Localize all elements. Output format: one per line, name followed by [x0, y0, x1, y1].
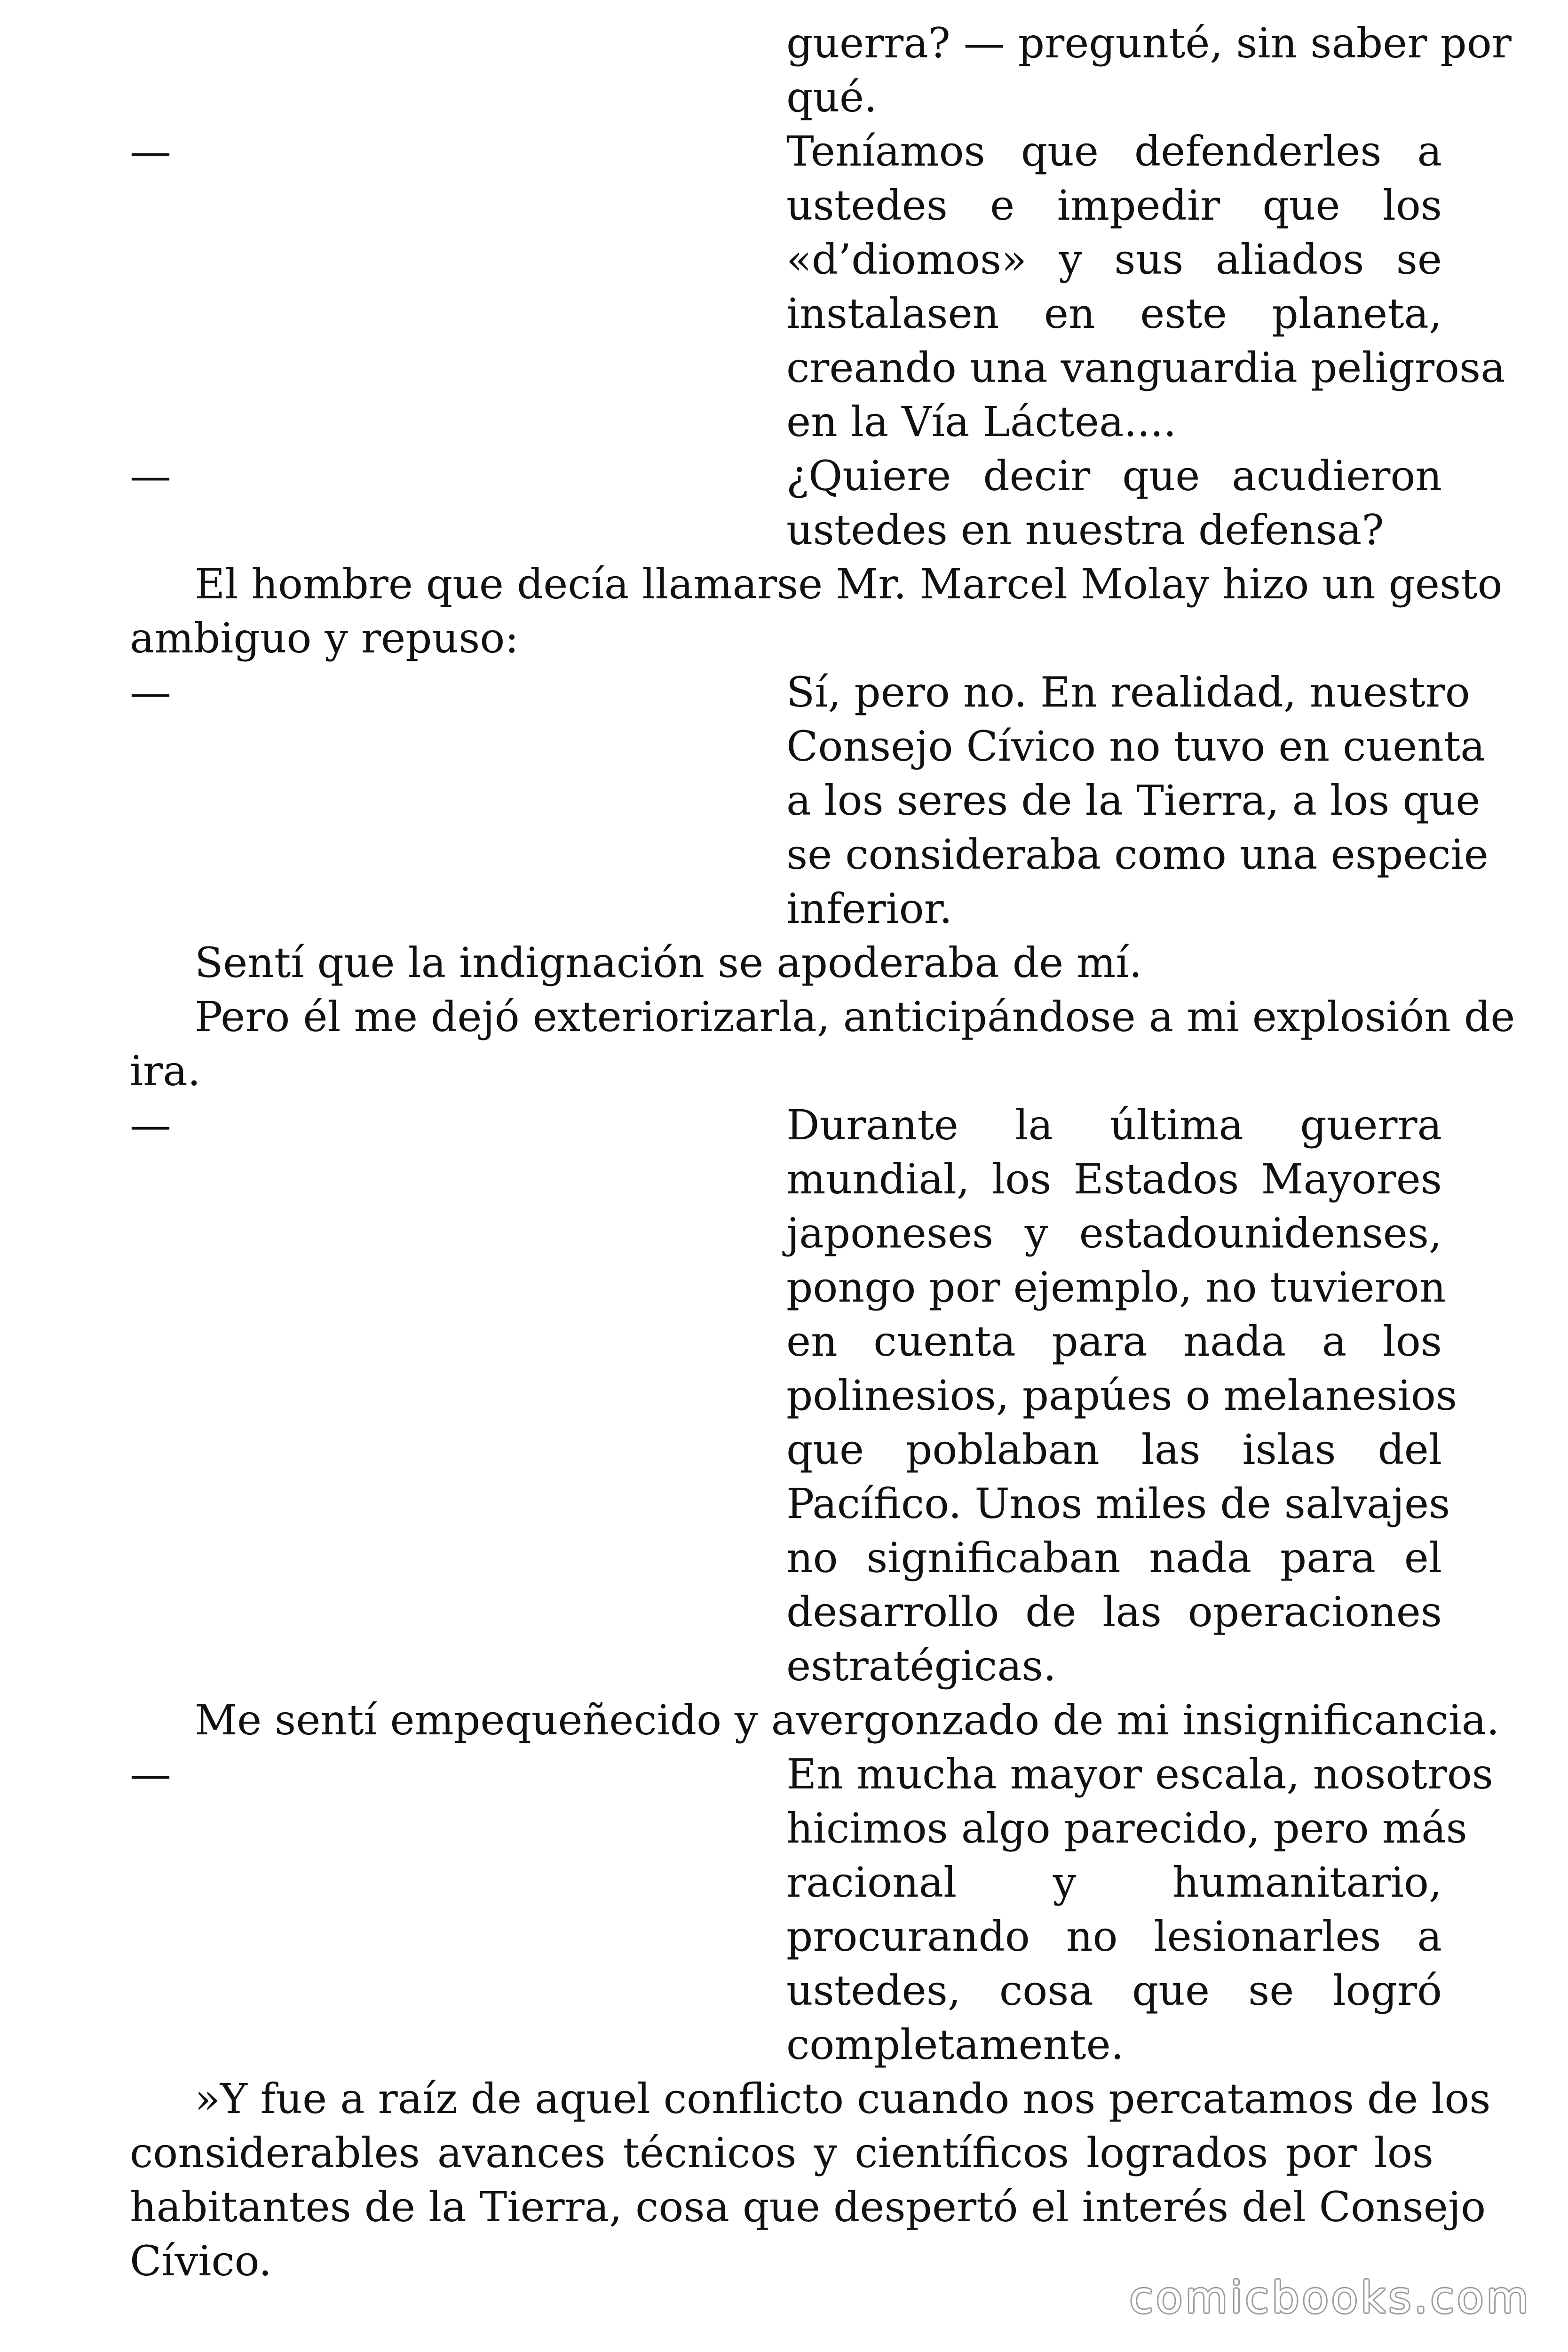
dialogue-block	[0, 1098, 1568, 1693]
paragraph	[0, 557, 1568, 665]
paragraph	[0, 1693, 1568, 1747]
text-line: en la Vía Láctea....	[786, 397, 1177, 446]
paragraph	[0, 936, 1568, 990]
dialogue-dash: —	[130, 1101, 171, 1149]
text-line: considerables avances técnicos y científicos logrados por los	[130, 2129, 1433, 2177]
text-line: ustedes e impedir que los	[786, 181, 1442, 230]
text-line: completamente.	[786, 2020, 1124, 2069]
text-line: ambiguo y repuso:	[130, 614, 519, 662]
text-line: guerra? — pregunté, sin saber por	[786, 19, 1512, 67]
text-line: qué.	[786, 73, 878, 121]
paragraph	[0, 990, 1568, 1098]
text-line: Durante la última guerra	[786, 1101, 1442, 1149]
text-line: creando una vanguardia peligrosa	[786, 343, 1505, 392]
dialogue-dash: —	[130, 452, 171, 500]
text-line: Teníamos que defenderles a	[786, 127, 1442, 175]
text-line: Sí, pero no. En realidad, nuestro	[786, 668, 1470, 716]
text-line: pongo por ejemplo, no tuvieron	[786, 1263, 1446, 1311]
dialogue-block	[0, 1747, 1568, 2072]
dialogue-block	[0, 665, 1568, 936]
watermark: comicbooks.com	[1129, 2273, 1531, 2323]
text-line: Me sentí empequeñecido y avergonzado de mi insignificancia.	[195, 1696, 1500, 1744]
text-line: Consejo Cívico no tuvo en cuenta	[786, 722, 1485, 771]
paragraph	[0, 2072, 1568, 2288]
text-line: En mucha mayor escala, nosotros	[786, 1750, 1493, 1798]
dialogue-dash: —	[130, 668, 171, 716]
text-line: »Y fue a raíz de aquel conflicto cuando nos percatamos de los	[195, 2074, 1491, 2123]
text-line: Cívico.	[130, 2237, 272, 2285]
text-line: polinesios, papúes o melanesios	[786, 1371, 1457, 1420]
text-line: se consideraba como una especie	[786, 830, 1489, 879]
text-line: habitantes de la Tierra, cosa que despertó el interés del Consejo	[130, 2183, 1486, 2231]
text-line: inferior.	[786, 884, 953, 933]
text-line: mundial, los Estados Mayores	[786, 1155, 1442, 1203]
dialogue-continuation	[0, 16, 1568, 124]
text-line: que poblaban las islas del	[786, 1425, 1442, 1474]
text-line: no significaban nada para el	[786, 1534, 1442, 1582]
dialogue-block	[0, 449, 1568, 557]
text-line: Sentí que la indignación se apoderaba de mí.	[195, 938, 1142, 987]
text-line: Pacífico. Unos miles de salvajes	[786, 1479, 1450, 1528]
text-line: japoneses y estadounidenses,	[786, 1209, 1442, 1257]
text-line: ustedes en nuestra defensa?	[786, 506, 1384, 554]
text-line: El hombre que decía llamarse Mr. Marcel Molay hizo un gesto	[195, 560, 1503, 608]
text-line: «d’diomos» y sus aliados se	[786, 235, 1442, 284]
dialogue-block	[0, 124, 1568, 449]
text-line: ira.	[130, 1047, 201, 1095]
dialogue-dash: —	[130, 127, 171, 175]
text-line: estratégicas.	[786, 1642, 1056, 1690]
text-line: Pero él me dejó exteriorizarla, anticipándose a mi explosión de	[195, 993, 1515, 1041]
text-line: ¿Quiere decir que acudieron	[786, 452, 1442, 500]
text-line: a los seres de la Tierra, a los que	[786, 776, 1481, 825]
text-line: desarrollo de las operaciones	[786, 1588, 1442, 1636]
text-line: hicimos algo parecido, pero más	[786, 1804, 1467, 1852]
text-line: en cuenta para nada a los	[786, 1317, 1442, 1366]
text-line: ustedes, cosa que se logró	[786, 1966, 1442, 2015]
text-line: instalasen en este planeta,	[786, 289, 1442, 338]
text-line: racional y humanitario,	[786, 1858, 1442, 1907]
text-line: procurando no lesionarles a	[786, 1912, 1442, 1961]
dialogue-dash: —	[130, 1750, 171, 1798]
